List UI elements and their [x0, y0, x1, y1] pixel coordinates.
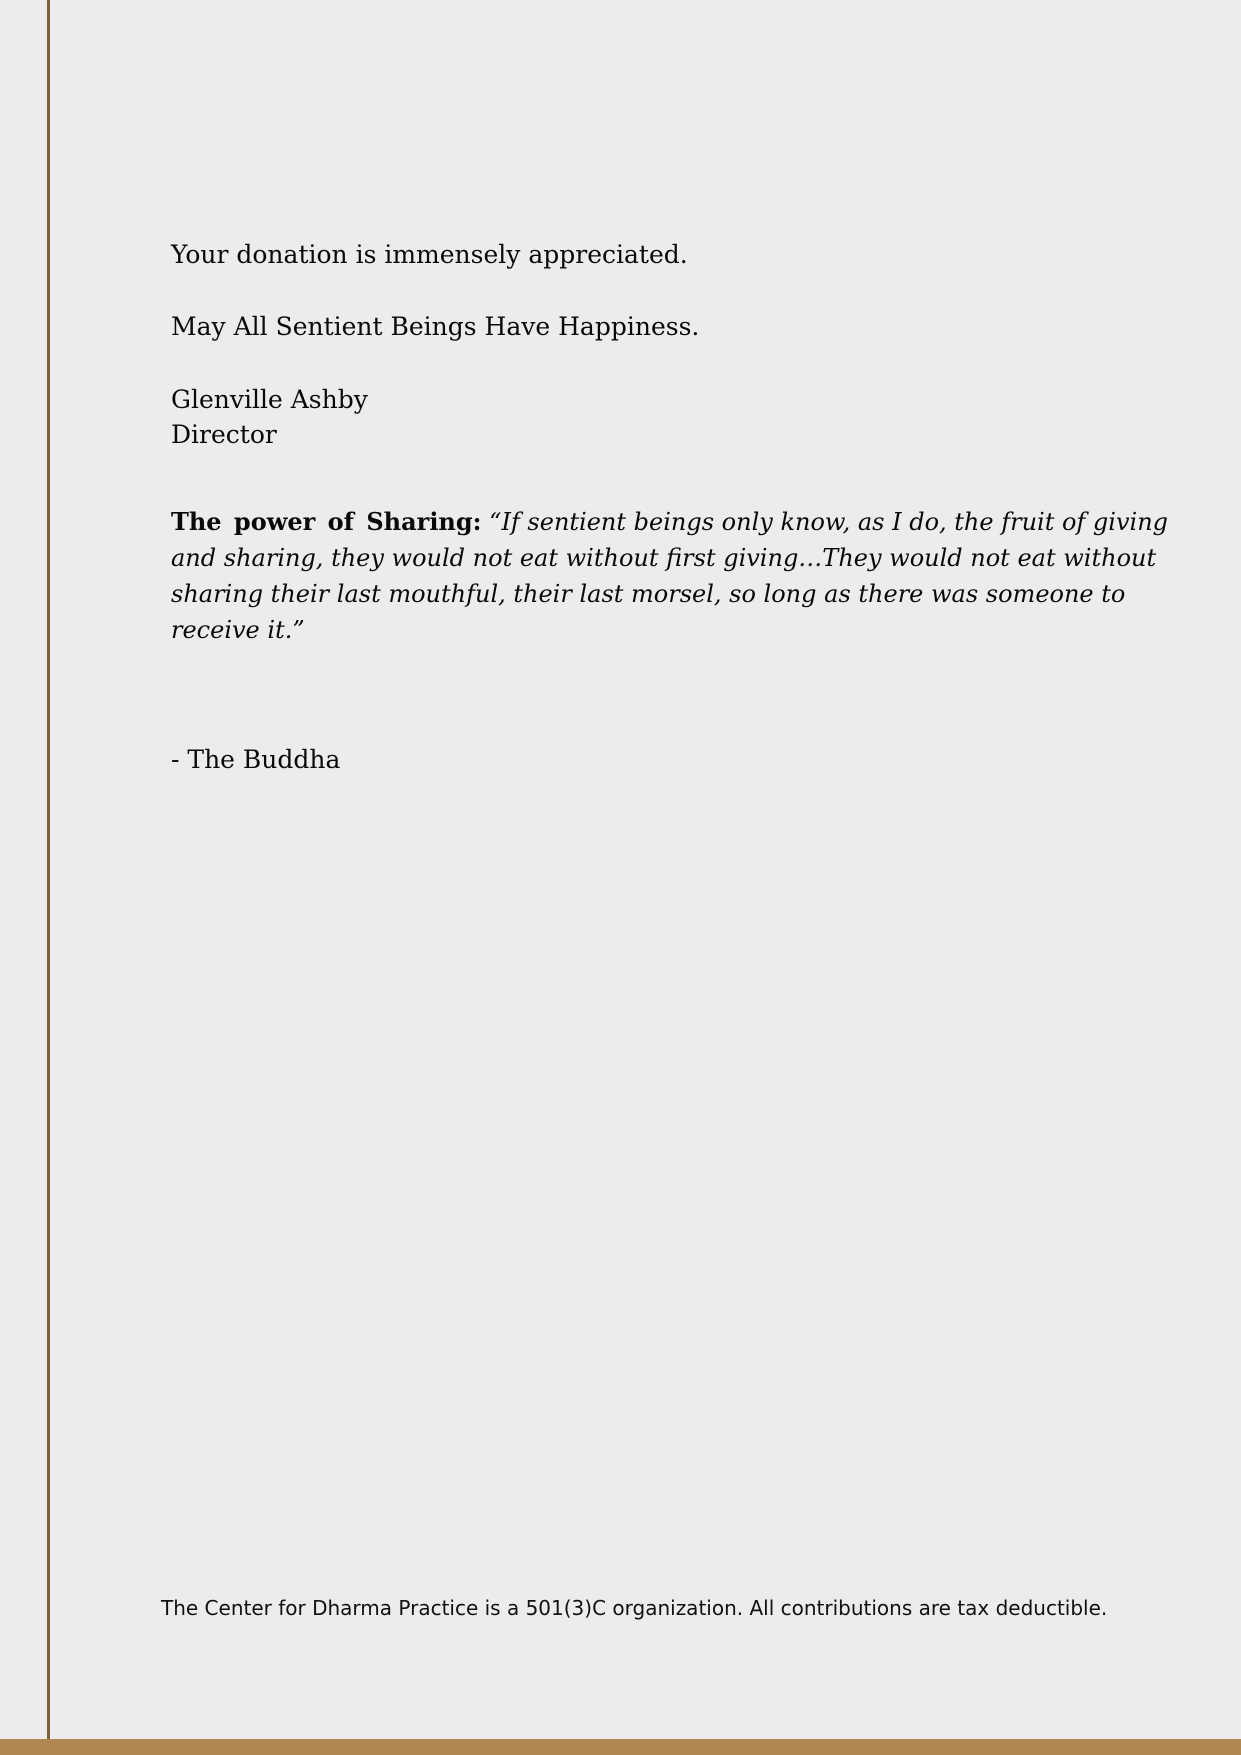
blessing-line: May All Sentient Beings Have Happiness.: [171, 312, 700, 341]
left-margin-rule: [47, 0, 50, 1740]
quote-label: The power of Sharing:: [171, 507, 482, 536]
quote-text: “If sentient beings only know, as I do, the fruit of giving and sharing, they would not eat without first giving…They would not eat without sharing their last mouthful, their last morsel, so long as there was someone to receive it.”: [171, 508, 1169, 644]
signer-name: Glenville Ashby: [171, 385, 368, 414]
signer-title: Director: [171, 420, 277, 449]
quote-paragraph: [171, 504, 1171, 648]
quote-attribution: - The Buddha: [171, 745, 341, 774]
thanks-line: Your donation is immensely appreciated.: [171, 240, 688, 269]
footer-tax-note: The Center for Dharma Practice is a 501(3)C organization. All contributions are tax deductible.: [161, 1596, 1108, 1620]
bottom-color-band: [0, 1739, 1241, 1755]
